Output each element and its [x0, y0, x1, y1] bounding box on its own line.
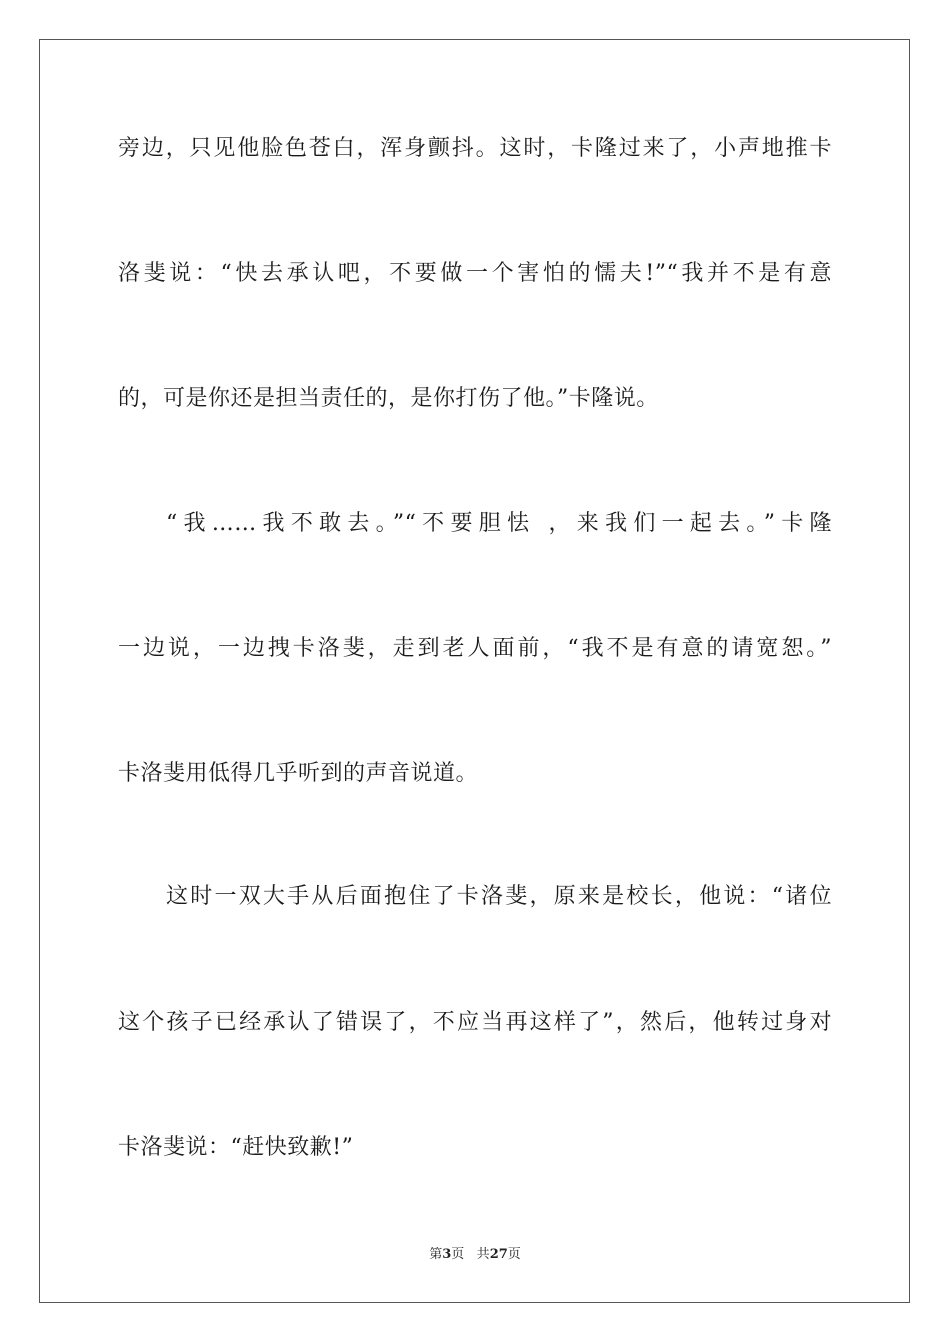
text-line-7: 这时一双大手从后面抱住了卡洛斐，原来是校长，他说：“诸位	[166, 884, 832, 909]
text-line-5: 一边说，一边拽卡洛斐，走到老人面前，“我不是有意的请宽恕。”	[118, 636, 832, 661]
footer-total-pages: 27	[489, 1247, 508, 1262]
page-footer	[0, 1246, 950, 1264]
page-border	[39, 39, 910, 1303]
footer-page-suffix: 页	[451, 1247, 465, 1262]
text-line-3: 的，可是你还是担当责任的，是你打伤了他。”卡隆说。	[118, 386, 659, 411]
text-line-1: 旁边，只见他脸色苍白，浑身颤抖。这时，卡隆过来了，小声地推卡	[118, 136, 832, 161]
text-line-8: 这个孩子已经承认了错误了，不应当再这样了”，然后，他转过身对	[118, 1010, 832, 1035]
footer-total-suffix: 页	[507, 1247, 521, 1262]
footer-page-prefix: 第	[429, 1247, 443, 1262]
text-line-4: “我……我不敢去。”“不要胆怯 ，来我们一起去。”卡隆	[166, 511, 832, 536]
footer-page-number: 3	[442, 1247, 452, 1262]
text-line-9: 卡洛斐说：“赶快致歉!”	[118, 1135, 354, 1160]
text-line-6: 卡洛斐用低得几乎听到的声音说道。	[118, 761, 479, 786]
footer-total-prefix: 共	[476, 1247, 490, 1262]
text-line-2: 洛斐说：“快去承认吧，不要做一个害怕的懦夫!”“我并不是有意	[118, 261, 832, 286]
